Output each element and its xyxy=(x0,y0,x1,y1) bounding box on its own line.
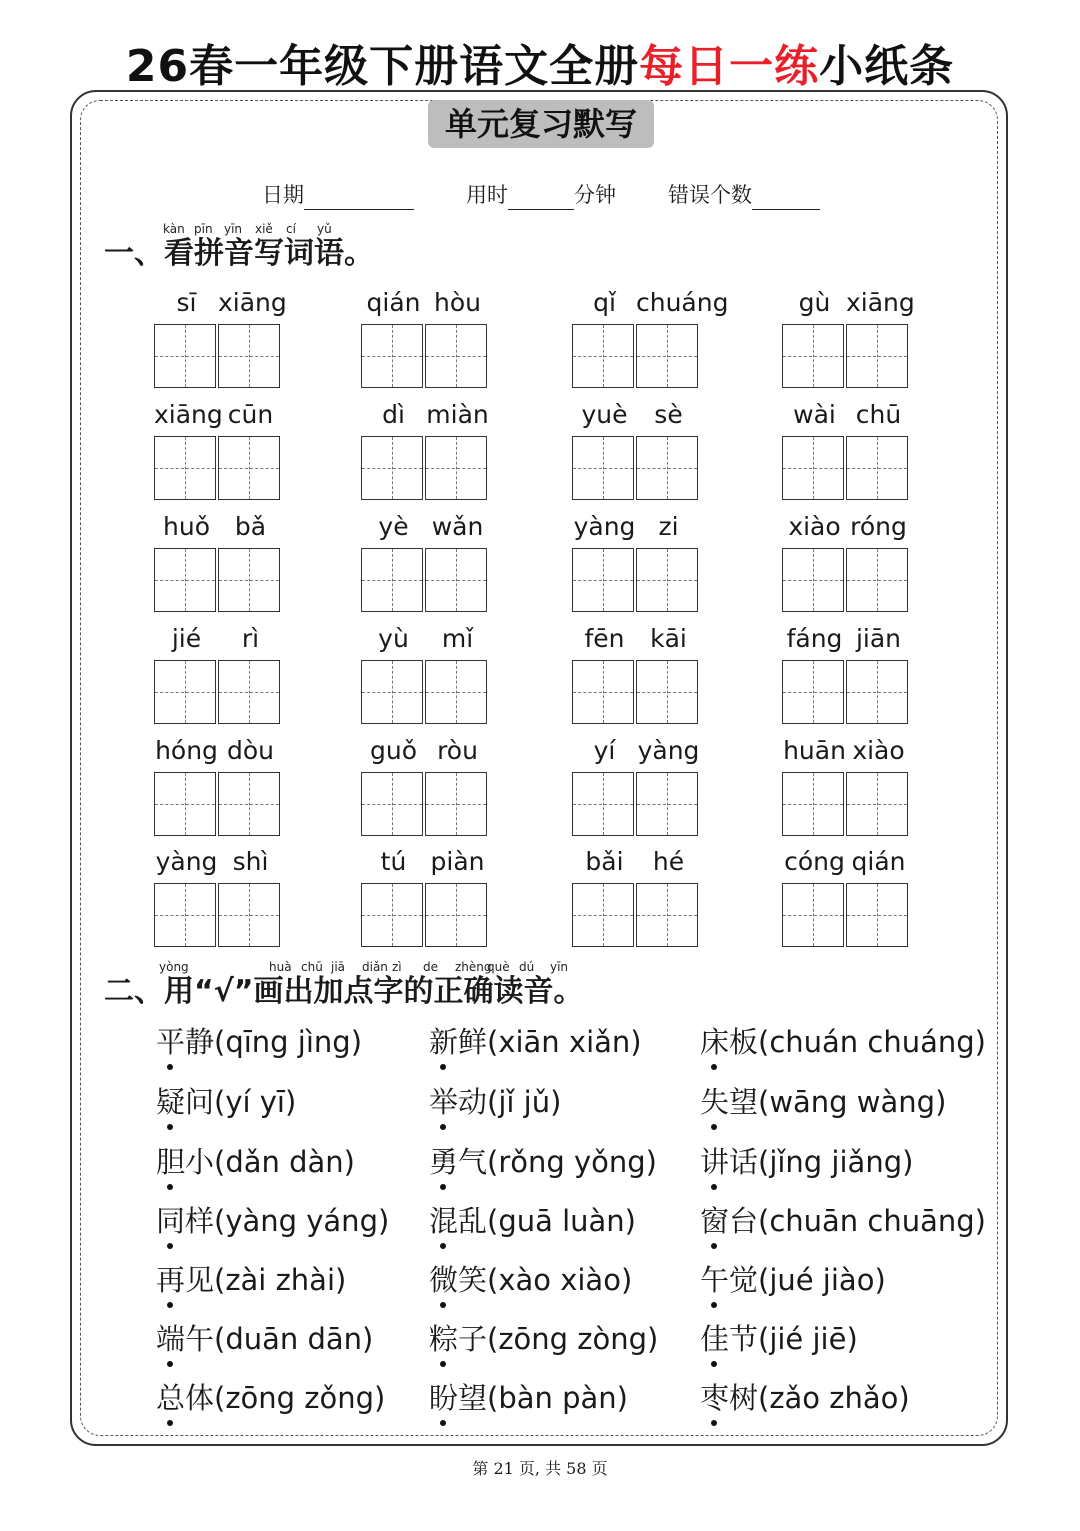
pinyin-syllable: zi xyxy=(658,512,679,541)
time-label: 用时 xyxy=(466,183,508,207)
reading-choice-item[interactable] xyxy=(700,1138,913,1186)
reading-choice-text: 胆小(dǎn dàn) xyxy=(156,1145,355,1179)
pinyin-syllable: cūn xyxy=(227,400,274,429)
guide-line-vertical xyxy=(392,773,393,835)
pinyin-word xyxy=(782,284,915,390)
pinyin-syllable: hòu xyxy=(434,288,481,317)
guide-line-vertical xyxy=(456,661,457,723)
emphasis-dot xyxy=(167,1420,173,1426)
pinyin-word xyxy=(782,620,912,726)
reading-choice-text: 平静(qīng jìng) xyxy=(156,1025,363,1059)
ruby-pinyin: huà xyxy=(269,960,292,974)
writing-box[interactable] xyxy=(846,772,908,836)
ruby-pinyin: xiě xyxy=(255,222,273,236)
pinyin-word xyxy=(782,732,912,838)
emphasis-dot xyxy=(711,1124,717,1130)
writing-box[interactable] xyxy=(425,324,487,388)
reading-choice-item[interactable] xyxy=(700,1256,886,1304)
writing-box[interactable] xyxy=(425,436,487,500)
emphasis-dot xyxy=(711,1302,717,1308)
emphasis-dot xyxy=(167,1361,173,1367)
writing-box[interactable] xyxy=(361,660,423,724)
pinyin-syllable: xiāng xyxy=(218,288,287,317)
guide-line-vertical xyxy=(456,437,457,499)
guide-line-vertical xyxy=(185,773,186,835)
pinyin-syllable: gù xyxy=(798,288,831,317)
section1-title: 一、看拼音写词语。 xyxy=(104,236,374,271)
pinyin-word xyxy=(154,620,284,726)
unit-tab: 单元复习默写 xyxy=(428,100,654,148)
pinyin-syllable: hé xyxy=(652,847,685,876)
writing-box[interactable] xyxy=(846,883,908,947)
guide-line-vertical xyxy=(813,661,814,723)
writing-box[interactable] xyxy=(782,324,844,388)
guide-line-vertical xyxy=(603,884,604,946)
ruby-pinyin: chū xyxy=(301,960,323,974)
guide-line-vertical xyxy=(392,661,393,723)
reading-choice-item[interactable] xyxy=(156,1315,373,1363)
emphasis-dot xyxy=(711,1420,717,1426)
section2-title: 二、用“√”画出加点字的正确读音。 xyxy=(104,974,584,1009)
reading-choice-text: 端午(duān dān) xyxy=(156,1322,374,1356)
reading-choice-text: 新鲜(xiān xiǎn) xyxy=(429,1025,642,1059)
pinyin-syllable: yí xyxy=(593,736,616,765)
pinyin-word xyxy=(361,620,491,726)
emphasis-dot xyxy=(711,1243,717,1249)
writing-box[interactable] xyxy=(572,548,634,612)
worksheet-title xyxy=(0,38,1080,96)
time-field xyxy=(466,180,616,210)
guide-line-vertical xyxy=(877,549,878,611)
pinyin-word xyxy=(361,732,491,838)
writing-box[interactable] xyxy=(218,883,280,947)
error-blank[interactable] xyxy=(752,187,820,210)
error-label: 错误个数 xyxy=(668,183,752,207)
pinyin-word xyxy=(782,396,912,502)
reading-choice-item[interactable] xyxy=(700,1374,910,1422)
guide-line-vertical xyxy=(456,773,457,835)
guide-line-vertical xyxy=(667,549,668,611)
emphasis-dot xyxy=(167,1302,173,1308)
pinyin-syllable: tú xyxy=(380,847,407,876)
pinyin-word xyxy=(154,843,284,949)
reading-choice-text: 勇气(rǒng yǒng) xyxy=(429,1145,657,1179)
writing-box[interactable] xyxy=(218,772,280,836)
emphasis-dot xyxy=(440,1420,446,1426)
pinyin-syllable: kāi xyxy=(650,624,687,653)
reading-choice-item[interactable] xyxy=(429,1315,658,1363)
writing-box[interactable] xyxy=(636,436,698,500)
guide-line-vertical xyxy=(185,661,186,723)
guide-line-vertical xyxy=(603,549,604,611)
guide-line-vertical xyxy=(603,661,604,723)
reading-choice-text: 再见(zài zhài) xyxy=(156,1263,347,1297)
guide-line-vertical xyxy=(185,325,186,387)
ruby-pinyin: cí xyxy=(286,222,296,236)
error-field xyxy=(668,180,820,210)
guide-line-vertical xyxy=(249,325,250,387)
reading-choice-item[interactable] xyxy=(429,1138,657,1186)
writing-box[interactable] xyxy=(361,883,423,947)
pinyin-word xyxy=(782,843,912,949)
date-blank[interactable] xyxy=(304,187,414,210)
pinyin-word xyxy=(361,284,491,390)
reading-choice-item[interactable] xyxy=(700,1018,986,1066)
writing-box[interactable] xyxy=(782,883,844,947)
reading-choice-item[interactable] xyxy=(156,1374,385,1422)
guide-line-vertical xyxy=(813,773,814,835)
pinyin-word xyxy=(572,732,702,838)
guide-line-vertical xyxy=(877,325,878,387)
guide-line-vertical xyxy=(185,884,186,946)
date-field xyxy=(262,180,414,210)
writing-box[interactable] xyxy=(154,324,216,388)
pinyin-syllable: yuè xyxy=(581,400,628,429)
pinyin-word xyxy=(361,843,491,949)
reading-choice-text: 盼望(bàn pàn) xyxy=(429,1381,628,1415)
reading-choice-item[interactable] xyxy=(429,1197,636,1245)
reading-choice-text: 枣树(zǎo zhǎo) xyxy=(700,1381,910,1415)
pinyin-syllable: dì xyxy=(382,400,405,429)
pinyin-syllable: rì xyxy=(241,624,260,653)
page-footer: 第 21 页, 共 58 页 xyxy=(472,1459,608,1478)
guide-line-vertical xyxy=(456,549,457,611)
writing-box[interactable] xyxy=(636,883,698,947)
guide-line-vertical xyxy=(392,549,393,611)
pinyin-syllable: róng xyxy=(850,512,907,541)
pinyin-word xyxy=(572,396,702,502)
pinyin-syllable: fēn xyxy=(584,624,625,653)
reading-choice-item[interactable] xyxy=(429,1078,561,1126)
pinyin-word xyxy=(154,732,284,838)
pinyin-syllable: wǎn xyxy=(431,512,484,541)
reading-choice-text: 讲话(jǐng jiǎng) xyxy=(700,1145,914,1179)
emphasis-dot xyxy=(440,1064,446,1070)
ruby-pinyin: què xyxy=(487,960,510,974)
pinyin-syllable: chuáng xyxy=(636,288,729,317)
writing-box[interactable] xyxy=(572,436,634,500)
reading-choice-item[interactable] xyxy=(156,1256,346,1304)
ruby-pinyin: zhèng xyxy=(455,960,492,974)
ruby-pinyin: diǎn xyxy=(362,960,388,974)
writing-box[interactable] xyxy=(846,436,908,500)
pinyin-syllable: mǐ xyxy=(441,624,474,653)
pinyin-word xyxy=(572,508,702,614)
reading-choice-text: 午觉(jué jiào) xyxy=(700,1263,886,1297)
pinyin-syllable: sī xyxy=(176,288,197,317)
guide-line-vertical xyxy=(249,884,250,946)
writing-box[interactable] xyxy=(636,324,698,388)
writing-box[interactable] xyxy=(154,660,216,724)
reading-choice-text: 微笑(xào xiào) xyxy=(429,1263,633,1297)
emphasis-dot xyxy=(167,1243,173,1249)
writing-box[interactable] xyxy=(572,883,634,947)
pinyin-syllable: wài xyxy=(793,400,836,429)
reading-choice-item[interactable] xyxy=(429,1374,628,1422)
title-highlight: 每日一练 xyxy=(639,41,820,92)
writing-box[interactable] xyxy=(361,772,423,836)
reading-choice-text: 床板(chuán chuáng) xyxy=(700,1025,986,1059)
pinyin-syllable: qián xyxy=(851,847,906,876)
pinyin-syllable: miàn xyxy=(426,400,489,429)
guide-line-vertical xyxy=(877,437,878,499)
pinyin-word xyxy=(572,620,702,726)
writing-box[interactable] xyxy=(218,548,280,612)
reading-choice-item[interactable] xyxy=(700,1078,946,1126)
emphasis-dot xyxy=(440,1184,446,1190)
writing-box[interactable] xyxy=(636,772,698,836)
guide-line-vertical xyxy=(667,773,668,835)
pinyin-syllable: qián xyxy=(366,288,421,317)
pinyin-syllable: shì xyxy=(232,847,269,876)
writing-box[interactable] xyxy=(782,436,844,500)
emphasis-dot xyxy=(711,1184,717,1190)
guide-line-vertical xyxy=(249,437,250,499)
ruby-pinyin: zì xyxy=(392,960,402,974)
pinyin-syllable: yù xyxy=(378,624,409,653)
writing-box[interactable] xyxy=(218,324,280,388)
pinyin-syllable: ròu xyxy=(437,736,478,765)
guide-line-vertical xyxy=(603,773,604,835)
pinyin-word xyxy=(782,508,912,614)
emphasis-dot xyxy=(440,1124,446,1130)
writing-box[interactable] xyxy=(361,548,423,612)
writing-box[interactable] xyxy=(154,548,216,612)
pinyin-word xyxy=(154,284,287,390)
pinyin-syllable: yàng xyxy=(573,512,636,541)
reading-choice-text: 混乱(guā luàn) xyxy=(429,1204,636,1238)
pinyin-syllable: dòu xyxy=(226,736,274,765)
time-blank[interactable] xyxy=(508,187,574,210)
date-label: 日期 xyxy=(262,183,304,207)
pinyin-syllable: yàng xyxy=(155,847,218,876)
writing-box[interactable] xyxy=(425,660,487,724)
writing-box[interactable] xyxy=(782,660,844,724)
guide-line-vertical xyxy=(185,549,186,611)
ruby-pinyin: yǔ xyxy=(317,222,332,236)
pinyin-syllable: qǐ xyxy=(593,288,616,317)
guide-line-vertical xyxy=(392,325,393,387)
ruby-pinyin: yīn xyxy=(550,960,569,974)
pinyin-syllable: hóng xyxy=(155,736,218,765)
emphasis-dot xyxy=(711,1064,717,1070)
pinyin-syllable: xiāng xyxy=(846,288,915,317)
ruby-pinyin: yòng xyxy=(159,960,189,974)
reading-choice-text: 失望(wāng wàng) xyxy=(700,1085,947,1119)
emphasis-dot xyxy=(167,1064,173,1070)
pinyin-syllable: yè xyxy=(378,512,409,541)
pinyin-word xyxy=(361,508,491,614)
writing-box[interactable] xyxy=(636,548,698,612)
title-part1: 26春一年级下册语文全册 xyxy=(125,41,640,92)
guide-line-vertical xyxy=(603,437,604,499)
guide-line-vertical xyxy=(185,437,186,499)
guide-line-vertical xyxy=(249,661,250,723)
emphasis-dot xyxy=(167,1184,173,1190)
reading-choice-item[interactable] xyxy=(700,1315,858,1363)
pinyin-syllable: xiào xyxy=(852,736,905,765)
reading-choice-item[interactable] xyxy=(429,1256,632,1304)
reading-choice-text: 同样(yàng yáng) xyxy=(156,1204,390,1238)
ruby-pinyin: yīn xyxy=(224,222,243,236)
reading-choice-item[interactable] xyxy=(429,1018,642,1066)
pinyin-word xyxy=(154,508,284,614)
writing-box[interactable] xyxy=(846,660,908,724)
writing-box[interactable] xyxy=(218,436,280,500)
pinyin-syllable: fáng xyxy=(786,624,843,653)
reading-choice-item[interactable] xyxy=(156,1197,389,1245)
guide-line-vertical xyxy=(667,437,668,499)
pinyin-word xyxy=(572,843,702,949)
pinyin-syllable: jiān xyxy=(855,624,902,653)
ruby-pinyin: de xyxy=(423,960,438,974)
writing-box[interactable] xyxy=(361,436,423,500)
writing-box[interactable] xyxy=(846,324,908,388)
writing-box[interactable] xyxy=(425,772,487,836)
guide-line-vertical xyxy=(667,661,668,723)
guide-line-vertical xyxy=(249,549,250,611)
writing-box[interactable] xyxy=(425,883,487,947)
writing-box[interactable] xyxy=(154,883,216,947)
reading-choice-item[interactable] xyxy=(700,1197,986,1245)
pinyin-syllable: yàng xyxy=(637,736,700,765)
ruby-pinyin: kàn xyxy=(163,222,185,236)
guide-line-vertical xyxy=(392,437,393,499)
pinyin-word xyxy=(361,396,491,502)
guide-line-vertical xyxy=(603,325,604,387)
emphasis-dot xyxy=(711,1361,717,1367)
emphasis-dot xyxy=(440,1243,446,1249)
writing-box[interactable] xyxy=(636,660,698,724)
ruby-pinyin: dú xyxy=(519,960,535,974)
guide-line-vertical xyxy=(877,661,878,723)
pinyin-syllable: bǎ xyxy=(234,512,267,541)
reading-choice-text: 窗台(chuān chuāng) xyxy=(700,1204,986,1238)
writing-box[interactable] xyxy=(572,324,634,388)
pinyin-syllable: huān xyxy=(783,736,846,765)
pinyin-syllable: xiào xyxy=(788,512,841,541)
pinyin-syllable: cóng xyxy=(784,847,845,876)
ruby-pinyin: pīn xyxy=(194,222,213,236)
writing-box[interactable] xyxy=(572,772,634,836)
pinyin-word xyxy=(572,284,729,390)
pinyin-syllable: sè xyxy=(654,400,683,429)
reading-choice-item[interactable] xyxy=(156,1078,296,1126)
guide-line-vertical xyxy=(813,884,814,946)
emphasis-dot xyxy=(440,1302,446,1308)
guide-line-vertical xyxy=(667,884,668,946)
guide-line-vertical xyxy=(392,884,393,946)
guide-line-vertical xyxy=(456,884,457,946)
reading-choice-text: 疑问(yí yī) xyxy=(156,1085,297,1119)
pinyin-syllable: bǎi xyxy=(585,847,624,876)
pinyin-word xyxy=(154,396,284,502)
pinyin-syllable: chū xyxy=(855,400,902,429)
title-part2: 小纸条 xyxy=(819,41,955,92)
guide-line-vertical xyxy=(877,773,878,835)
writing-box[interactable] xyxy=(425,548,487,612)
guide-line-vertical xyxy=(249,773,250,835)
guide-line-vertical xyxy=(877,884,878,946)
pinyin-syllable: guǒ xyxy=(369,736,417,765)
pinyin-syllable: huǒ xyxy=(163,512,210,541)
guide-line-vertical xyxy=(813,437,814,499)
guide-line-vertical xyxy=(813,549,814,611)
writing-box[interactable] xyxy=(782,548,844,612)
reading-choice-text: 佳节(jié jiē) xyxy=(700,1322,858,1356)
emphasis-dot xyxy=(440,1361,446,1367)
writing-box[interactable] xyxy=(361,324,423,388)
writing-box[interactable] xyxy=(218,660,280,724)
reading-choice-item[interactable] xyxy=(156,1018,362,1066)
reading-choice-text: 粽子(zōng zòng) xyxy=(429,1322,659,1356)
writing-box[interactable] xyxy=(154,436,216,500)
guide-line-vertical xyxy=(667,325,668,387)
ruby-pinyin: jiā xyxy=(331,960,346,974)
writing-box[interactable] xyxy=(846,548,908,612)
pinyin-syllable: xiāng xyxy=(154,400,223,429)
reading-choice-text: 举动(jǐ jǔ) xyxy=(429,1085,562,1119)
guide-line-vertical xyxy=(456,325,457,387)
writing-box[interactable] xyxy=(572,660,634,724)
minute-label: 分钟 xyxy=(574,183,616,207)
reading-choice-item[interactable] xyxy=(156,1138,355,1186)
pinyin-syllable: jié xyxy=(171,624,202,653)
pinyin-syllable: piàn xyxy=(430,847,485,876)
emphasis-dot xyxy=(167,1124,173,1130)
writing-box[interactable] xyxy=(154,772,216,836)
writing-box[interactable] xyxy=(782,772,844,836)
reading-choice-text: 总体(zōng zǒng) xyxy=(156,1381,386,1415)
guide-line-vertical xyxy=(813,325,814,387)
